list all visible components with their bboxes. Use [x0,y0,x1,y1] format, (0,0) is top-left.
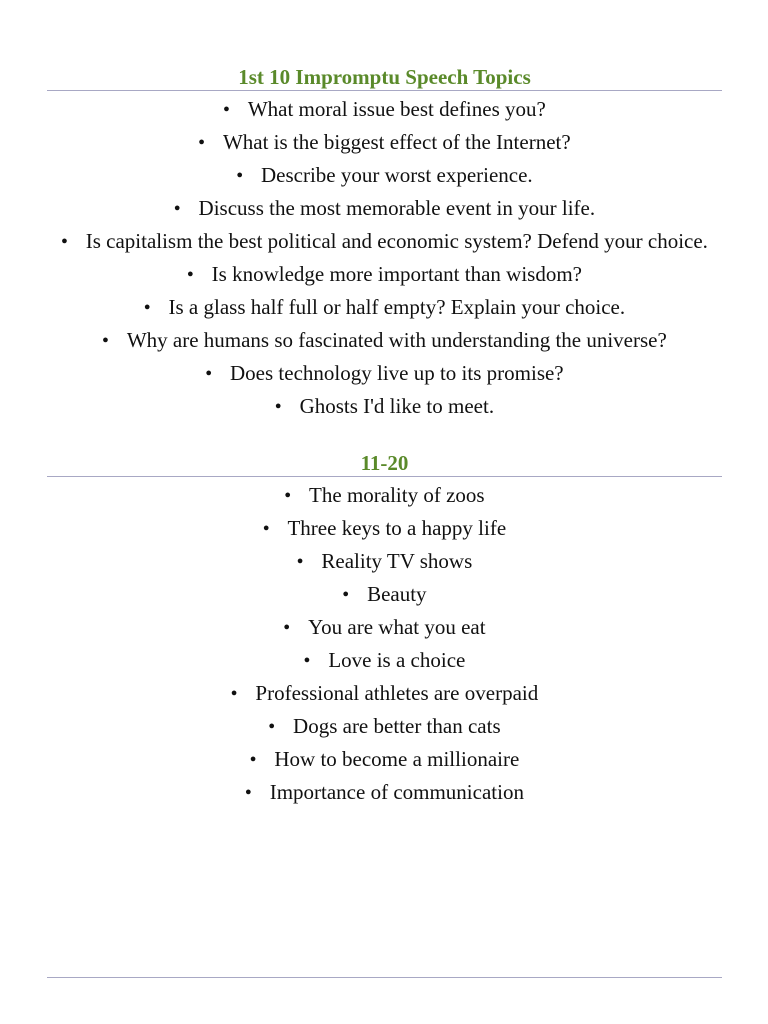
topics-section-1 [47,64,722,427]
topic-text: The morality of zoos [309,483,485,507]
list-item [47,648,722,675]
bullet-icon: ● [223,102,230,115]
bullet-icon: ● [245,785,252,798]
list-item [47,97,722,124]
topic-text: You are what you eat [308,614,486,639]
topic-text: Dogs are better than cats [293,713,501,738]
bullet-icon: ● [262,521,270,534]
topic-text: Reality TV shows [321,548,473,573]
topics-section-2 [47,450,722,813]
bullet-icon: ● [173,201,181,214]
bullet-icon: ● [61,234,68,247]
list-item [47,262,722,289]
list-item [47,483,722,510]
bullet-icon: ● [230,686,238,699]
bullet-icon: ● [303,653,311,666]
bullet-icon: ● [283,620,291,633]
topic-text: What moral issue best defines you? [247,97,546,121]
topic-text: Professional athletes are overpaid [255,680,539,705]
topic-text: Ghosts I'd like to meet. [299,393,495,418]
topic-text: Why are humans so fascinated with understanding the universe? [126,327,667,352]
list-item [47,549,722,576]
list-item [47,516,722,543]
bullet-icon: ● [284,488,292,501]
bullet-icon: ● [296,554,304,567]
topic-text: What is the biggest effect of the Internet? [222,129,571,154]
topic-text: Beauty [367,581,427,606]
topic-text: How to become a millionaire [274,746,520,771]
list-item [47,615,722,642]
topic-text: Does technology live up to its promise? [230,360,564,385]
bullet-icon: ● [205,366,213,379]
page-footer-divider [47,977,722,978]
list-item [47,163,722,190]
topic-text: Three keys to a happy life [287,515,507,540]
topic-text: Is capitalism the best political and economic system? Defend your choice. [85,228,708,253]
bullet-icon: ● [274,399,282,412]
list-item [47,295,722,322]
list-item [47,582,722,609]
topic-text: Describe your worst experience. [260,162,533,187]
section-2-divider [47,476,722,477]
bullet-icon: ● [198,135,205,148]
list-item [47,747,722,774]
section-1-divider [47,90,722,91]
bullet-icon: ● [342,587,350,600]
list-item [47,229,722,256]
bullet-icon: ● [236,168,243,181]
list-item [47,361,722,388]
topic-text: Is a glass half full or half empty? Explain your choice. [168,294,626,319]
topic-text: Love is a choice [328,647,466,672]
list-item [47,328,722,355]
list-item [47,394,722,421]
bullet-icon: ● [102,333,109,346]
section-1-title: 1st 10 Impromptu Speech Topics [238,65,531,89]
list-item [47,681,722,708]
bullet-icon: ● [187,267,194,280]
bullet-icon: ● [249,752,257,765]
bullet-icon: ● [143,300,151,313]
topic-text: Is knowledge more important than wisdom? [211,261,582,286]
document-page [47,0,722,1024]
list-item [47,130,722,157]
list-item [47,714,722,741]
topic-text: Discuss the most memorable event in your life. [198,195,596,220]
topic-text: Importance of communication [269,779,524,804]
section-2-title: 11-20 [360,451,409,475]
section-1-topic-list [47,97,722,421]
list-item [47,780,722,807]
section-2-topic-list [47,483,722,807]
list-item [47,196,722,223]
bullet-icon: ● [268,719,276,732]
